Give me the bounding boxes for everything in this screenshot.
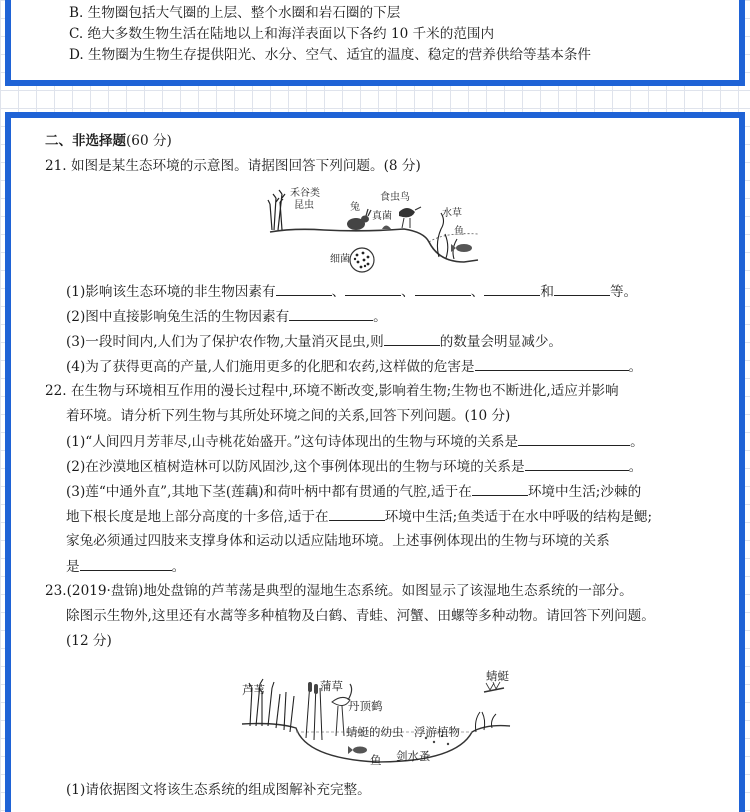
label-shrimp: 剑水蚤 (396, 749, 431, 763)
option-d: D. 生物圈为生物生存提供阳光、水分、空气、适宜的温度、稳定的营养供给等基本条件 (69, 47, 592, 63)
label-reed: 芦苇 (242, 683, 265, 697)
q21-sub4 (66, 356, 642, 377)
q22-sub3-text: 是 (66, 559, 80, 575)
q21-sub3 (66, 331, 562, 352)
q22-sub3-line3: 家兔必须通过四肢来支撑身体和运动以适应陆地环境。上述事例体现出的生物与环境的关系 (66, 533, 610, 549)
and-text: 和 (540, 284, 554, 300)
q22-sub3-line2 (66, 506, 652, 527)
end-text: 。 (628, 359, 643, 375)
q23-stem-line1: 23.(2019·盘锦)地处盘锦的芦苇荡是典型的湿地生态系统。如图显示了该湿地生态系统的一部分。 (45, 583, 633, 599)
q22-sub3-text: 环境中生活;沙棘的 (527, 484, 642, 500)
end-text: 。 (373, 309, 387, 325)
q22-sub3-text: (3)莲“中通外直”,其地下茎(莲藕)和荷叶柄中都有贯通的气腔,适于在 (66, 484, 472, 500)
label-larva: 蜻蜓的幼虫 (346, 725, 404, 739)
q21-sub2-text: (2)图中直接影响兔生活的生物因素有 (66, 309, 290, 325)
answer-blank[interactable] (384, 331, 440, 346)
non-choice-section-panel (5, 112, 745, 812)
answer-blank[interactable] (554, 281, 610, 296)
label-dragonfly: 蜻蜓 (486, 669, 509, 683)
option-c: C. 绝大多数生物生活在陆地以上和海洋表面以下各约 10 千米的范围内 (69, 26, 495, 42)
section-score: (60 分) (126, 133, 172, 149)
q22-sub1 (66, 431, 644, 452)
end-text: 。 (628, 459, 643, 475)
q21-stem: 21. 如图是某生态环境的示意图。请据图回答下列问题。(8 分) (45, 158, 421, 174)
label-fish: 鱼 (454, 226, 464, 237)
q23-stem-line3: (12 分) (66, 633, 112, 649)
answer-blank[interactable] (345, 281, 401, 296)
previous-question-panel (5, 0, 745, 86)
label-bacteria: 细菌 (330, 254, 350, 265)
q21-sub1 (66, 281, 637, 302)
answer-blank[interactable] (415, 281, 471, 296)
answer-blank[interactable] (518, 431, 630, 446)
q22-stem-line2: 着环境。请分析下列生物与其所处环境之间的关系,回答下列问题。(10 分) (66, 408, 511, 424)
q23-stem-line2: 除图示生物外,这里还有水蒿等多种植物及白鹤、青蛙、河蟹、田螺等多种动物。请回答下列问题。 (66, 608, 655, 624)
separator: 、 (470, 284, 485, 300)
q22-sub1-text: (1)“人间四月芳菲尽,山寺桃花始盛开。”这句诗体现出的生物与环境的关系是 (66, 434, 519, 450)
q21-sub3-text: (3)一段时间内,人们为了保护农作物,大量消灭昆虫,则 (66, 334, 384, 350)
option-b: B. 生物圈包括大气圈的上层、整个水圈和岩石圈的下层 (69, 5, 401, 21)
q21-ecosystem-figure (264, 182, 482, 274)
label-weed: 水草 (442, 208, 462, 219)
separator: 、 (331, 284, 346, 300)
answer-blank[interactable] (475, 356, 629, 371)
end-text: 。 (630, 434, 644, 450)
q22-sub2-text: (2)在沙漠地区植树造林可以防风固沙,这个事例体现出的生物与环境的关系是 (66, 459, 525, 475)
end-text: 。 (171, 559, 186, 575)
answer-blank[interactable] (525, 456, 629, 471)
answer-blank[interactable] (472, 481, 528, 496)
end-text: 的数量会明显减少。 (439, 334, 563, 350)
answer-blank[interactable] (80, 556, 172, 571)
q22-stem-line1: 22. 在生物与环境相互作用的漫长过程中,环境不断改变,影响着生物;生物也不断进化,适应并影响 (45, 383, 619, 399)
label-bird: 食虫鸟 (380, 192, 410, 203)
label-fungi: 真菌 (372, 211, 392, 222)
label-grain: 禾谷类 (290, 188, 320, 199)
answer-blank[interactable] (329, 506, 385, 521)
answer-blank[interactable] (276, 281, 332, 296)
section-heading (45, 131, 172, 151)
end-text: 等。 (609, 284, 638, 300)
q22-sub3-line4 (66, 556, 185, 577)
label-cattail: 蒲草 (320, 679, 343, 693)
q22-sub3-text: 环境中生活;鱼类适于在水中呼吸的结构是鳃; (384, 509, 653, 525)
q21-sub2 (66, 306, 387, 327)
q22-sub2 (66, 456, 642, 477)
label-fish: 鱼 (370, 753, 382, 767)
section-title: 二、非选择题 (45, 133, 126, 149)
label-rabbit: 兔 (350, 202, 360, 213)
answer-blank[interactable] (484, 281, 540, 296)
label-crane: 丹顶鹤 (348, 699, 383, 713)
label-plankton: 浮游植物 (414, 725, 460, 739)
q23-sub1: (1)请依据图文将该生态系统的组成图解补充完整。 (66, 782, 371, 798)
q23-wetland-figure (236, 658, 516, 774)
q21-sub4-text: (4)为了获得更高的产量,人们施用更多的化肥和农药,这样做的危害是 (66, 359, 475, 375)
q22-sub3-line1 (66, 481, 641, 502)
q22-sub3-text: 地下根长度是地上部分高度的十多倍,适于在 (66, 509, 329, 525)
answer-blank[interactable] (289, 306, 373, 321)
label-insect: 昆虫 (294, 200, 314, 211)
q21-sub1-text: (1)影响该生态环境的非生物因素有 (66, 284, 276, 300)
separator: 、 (401, 284, 415, 300)
